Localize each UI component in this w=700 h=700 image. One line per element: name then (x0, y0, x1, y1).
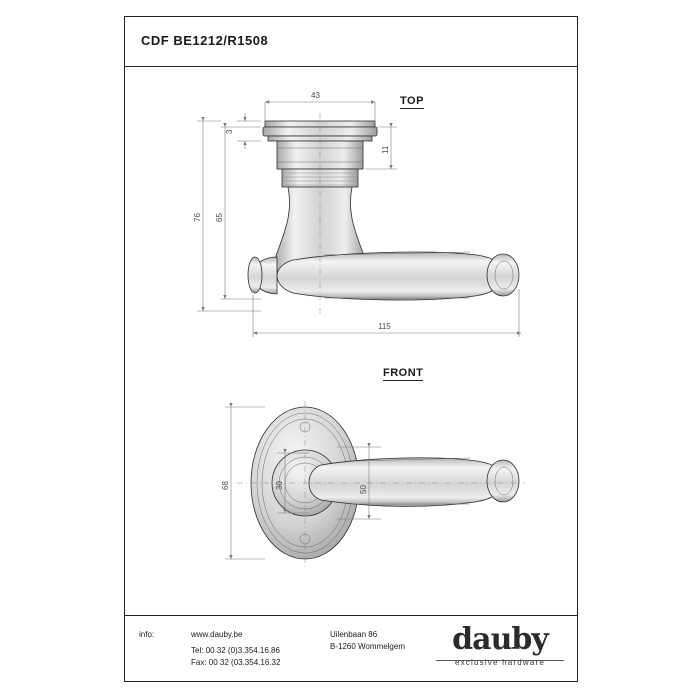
dim-lever-length: 115 (378, 322, 391, 331)
footer-fax: Fax: 00 32 (03.354.16.32 (191, 658, 281, 667)
top-view-geometry (248, 113, 519, 317)
dim-rosette-bore: 30 (275, 481, 284, 490)
dim-rosette-width: 50 (359, 485, 368, 494)
footer-address-line1: Uilenbaan 86 (330, 630, 378, 639)
footer-website[interactable]: www.dauby.be (191, 630, 243, 639)
view-label-top: TOP (400, 95, 424, 107)
brand-divider (436, 660, 564, 661)
view-label-front: FRONT (383, 367, 424, 379)
brand-logo (430, 624, 570, 667)
dim-stem-height: 65 (215, 213, 224, 222)
page-title: CDF BE1212/R1508 (141, 33, 269, 48)
dim-overall-height: 76 (193, 213, 202, 222)
drawing-sheet (124, 16, 578, 682)
dim-rosette-height: 68 (221, 481, 230, 490)
brand-name: dauby (452, 622, 548, 657)
technical-drawing-canvas (125, 17, 577, 681)
footer-telephone: Tel: 00 32 (0)3.354.16.86 (191, 646, 280, 655)
brand-tagline: exclusive hardware (454, 658, 546, 667)
dim-plate-thickness: 3 (225, 129, 234, 134)
footer-address-line2: B-1260 Wommelgem (330, 642, 405, 651)
footer-block (125, 615, 577, 681)
dim-top-width: 43 (311, 91, 320, 100)
footer-info-label: info: (139, 630, 155, 639)
dim-neck-height: 11 (381, 145, 390, 154)
